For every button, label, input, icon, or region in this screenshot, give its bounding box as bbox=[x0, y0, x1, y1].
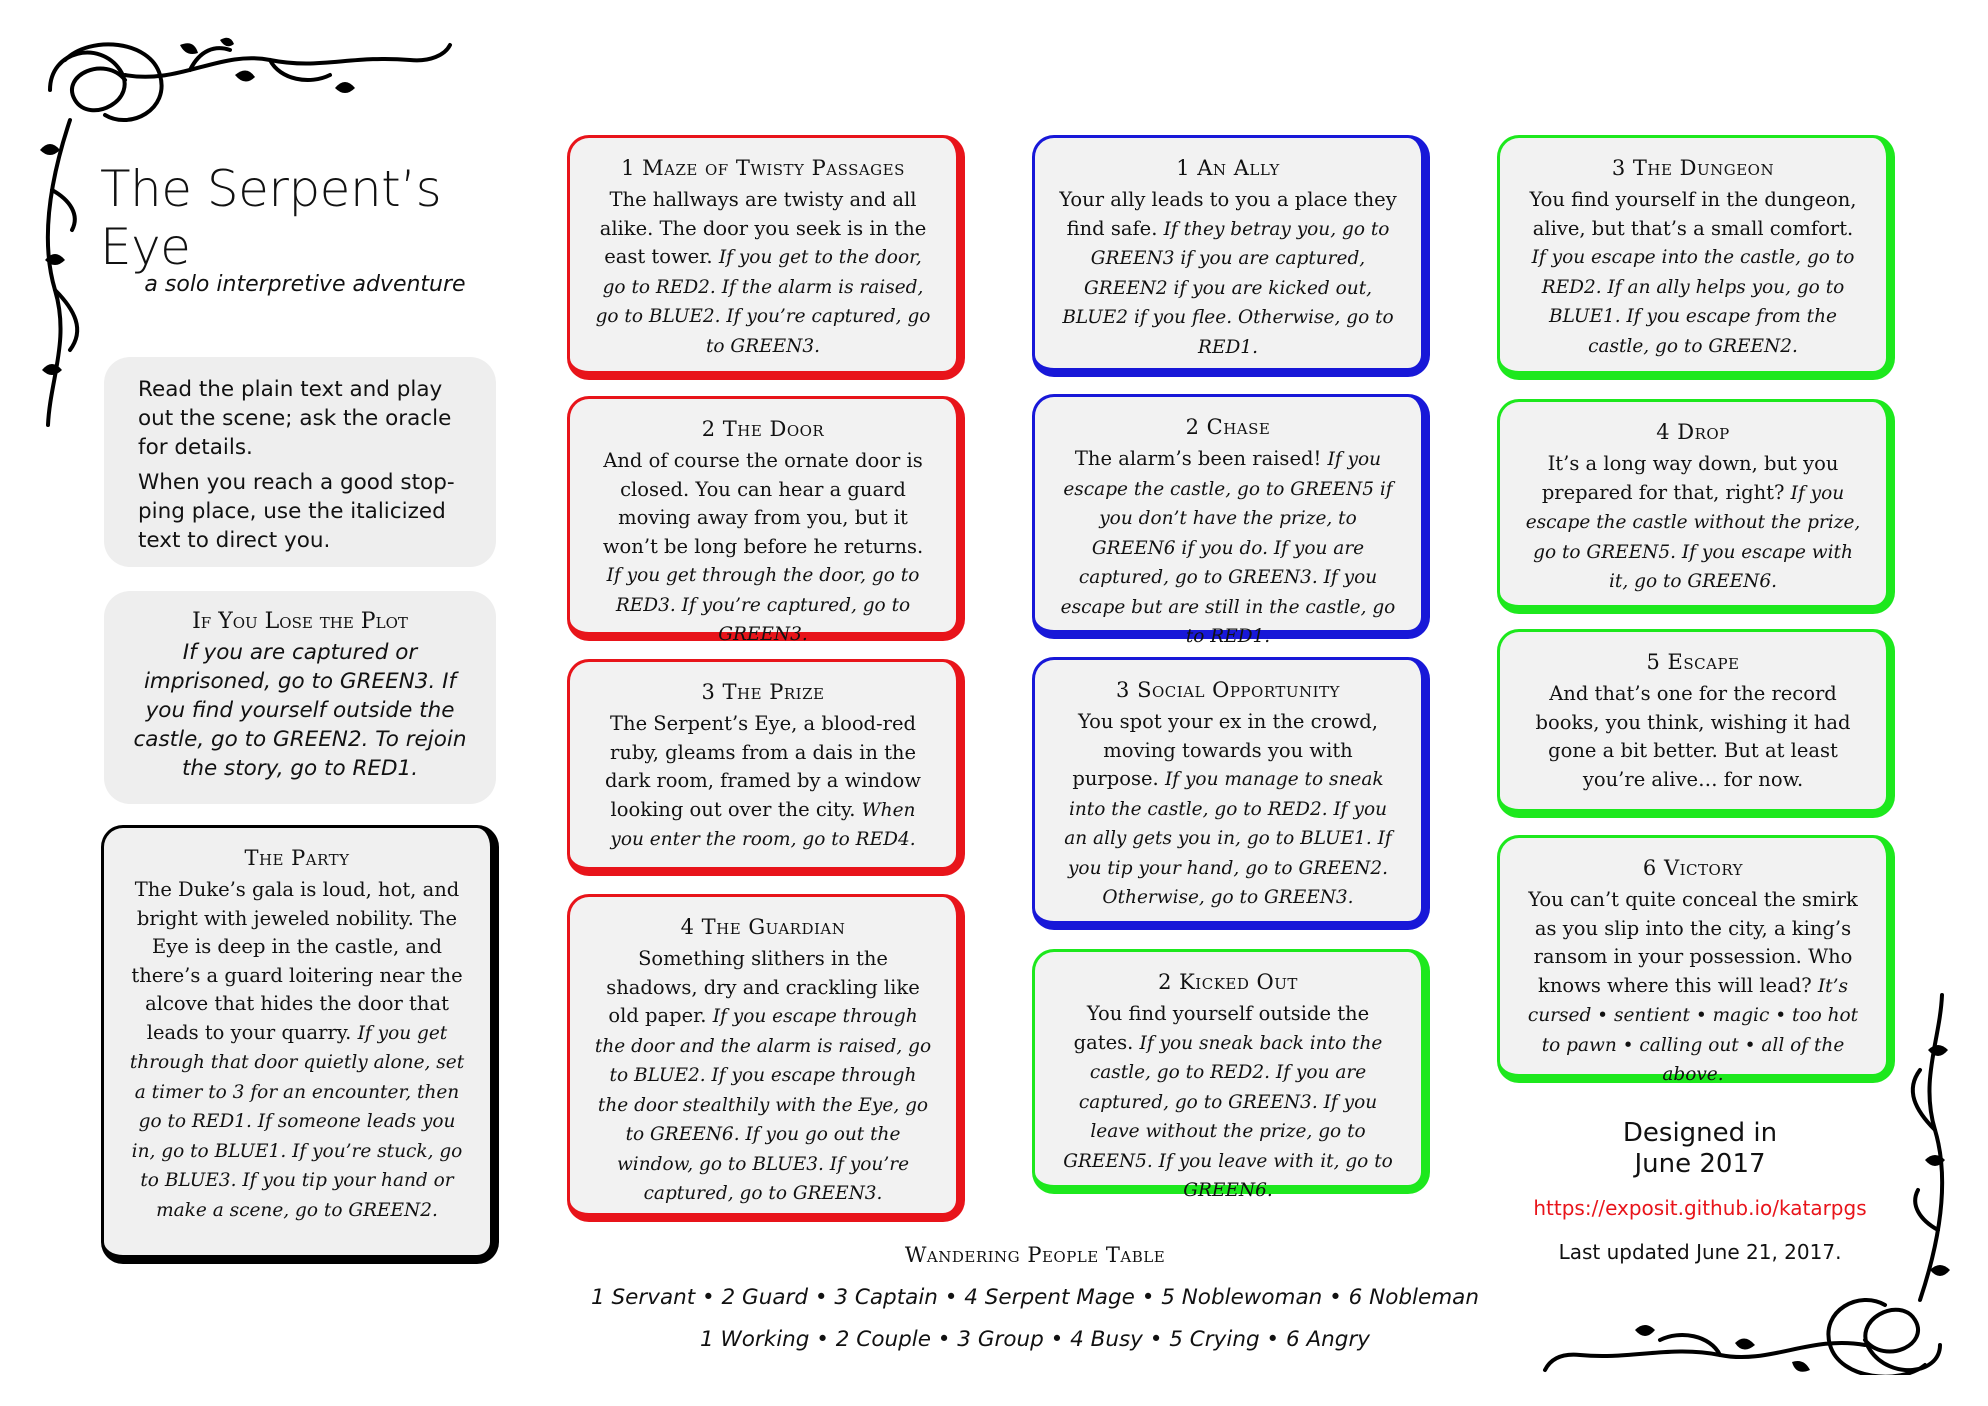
card-body bbox=[594, 186, 932, 361]
card-plain-text: And that’s one for the record books, you think, wishing it had gone a bit better. But at least you’re alive… for now. bbox=[1535, 682, 1851, 791]
card-title: 2 Chase bbox=[1185, 415, 1271, 439]
wandering-table-title: Wandering People Table bbox=[904, 1243, 1166, 1267]
card-green-2 bbox=[1032, 949, 1430, 1201]
card-title: The Party bbox=[244, 846, 350, 870]
card-body bbox=[1524, 186, 1862, 361]
card-italic-text: If they betray you, go to GREEN3 if you are captured, GREEN2 if you are kicked out, BLUE2 if you flee. Otherwise, go to RED1. bbox=[1062, 218, 1394, 358]
wandering-table-line: 1 Working • 2 Couple • 3 Group • 4 Busy • 5 Crying • 6 Angry bbox=[699, 1327, 1371, 1352]
designed-date bbox=[1500, 1118, 1900, 1180]
card-title: 2 The Door bbox=[701, 417, 825, 441]
card-plain-text: The alarm’s been raised! bbox=[1074, 447, 1322, 470]
card-plain-text: You can’t quite conceal the smirk as you slip into the city, a king’s ransom in your possession. Who knows where this will lead? bbox=[1528, 888, 1858, 997]
card-italic-text: If you escape through the door and the alarm is raised, go to BLUE2. If you escape through the door stealthily with the Eye, go to GREEN6. If you go out the window, go to BLUE3. If you’re captured, go to GREEN3. bbox=[594, 1006, 932, 1204]
card-body bbox=[1059, 186, 1397, 362]
card-italic-text: If you escape the castle without the prize, go to GREEN5. If you escape with it, go to GREEN6. bbox=[1525, 482, 1861, 592]
card-plain-text: You find yourself in the dungeon, alive, but that’s a small comfort. bbox=[1529, 188, 1857, 240]
card-body bbox=[1059, 1000, 1397, 1206]
card-red-1 bbox=[567, 135, 965, 380]
card-italic-text: If you sneak back into the castle, go to RED2. If you are captured, go to GREEN3. If you leave without the prize, go to GREEN5. If you leave with it, go to GREEN6. bbox=[1063, 1032, 1393, 1201]
card-title: 3 The Prize bbox=[701, 680, 825, 704]
card-plain-text: And of course the ornate door is closed. You can hear a guard moving away from you, but it won’t be long before he returns. bbox=[602, 449, 924, 558]
lose-plot-box bbox=[104, 591, 496, 804]
card-italic-text: If you get through the door, go to RED3. If you’re captured, go to GREEN3. bbox=[606, 565, 920, 645]
intro-box bbox=[104, 357, 496, 567]
card-title: 3 The Dungeon bbox=[1611, 156, 1775, 180]
card-blue-1 bbox=[1032, 135, 1430, 377]
card-title: 2 Kicked Out bbox=[1158, 970, 1298, 994]
card-italic-text: If you get through that door quietly alone, set a timer to 3 for an encounter, then go to RED1. If someone leads you in, go to BLUE1. If you’re stuck, go to BLUE3. If you tip your hand or make a scene, go to GREEN2. bbox=[129, 1022, 465, 1221]
card-red-4 bbox=[567, 894, 965, 1222]
wandering-table-line: 1 Servant • 2 Guard • 3 Captain • 4 Serpent Mage • 5 Noblewoman • 6 Nobleman bbox=[591, 1285, 1479, 1310]
card-plain-text: Your ally leads to you a place they find safe. bbox=[1059, 188, 1397, 240]
card-body bbox=[594, 945, 932, 1209]
card-body bbox=[594, 710, 932, 855]
page-subtitle: a solo interpretive adventure bbox=[144, 272, 466, 297]
card-italic-text: If you escape the castle, go to GREEN5 if you don’t have the prize, to GREEN6 if you do. If you are captured, go to GREEN3. If you escape but are still in the castle, go to RED1. bbox=[1060, 449, 1396, 647]
card-body bbox=[1059, 445, 1397, 652]
card-party bbox=[101, 825, 499, 1264]
card-title: 1 Maze of Twisty Passages bbox=[621, 156, 905, 180]
card-title: 3 Social Opportunity bbox=[1116, 678, 1340, 702]
card-title: 4 Drop bbox=[1656, 420, 1730, 444]
card-italic-text: It’s cursed • sentient • magic • too hot to pawn • calling out • all of the above. bbox=[1527, 975, 1859, 1085]
card-plain-text: You spot your ex in the crowd, moving towards you with purpose. bbox=[1072, 710, 1378, 790]
card-italic-text: If you get to the door, go to RED2. If the alarm is raised, go to BLUE2. If you’re captured, go to GREEN3. bbox=[595, 247, 931, 357]
card-title: 4 The Guardian bbox=[680, 915, 846, 939]
card-body bbox=[1059, 708, 1397, 913]
designed-label: Designed in bbox=[1622, 1118, 1778, 1148]
page-title: The Serpent’s Eye bbox=[100, 160, 442, 276]
card-blue-3 bbox=[1032, 657, 1430, 930]
card-green-3 bbox=[1497, 135, 1895, 380]
card-title: 1 An Ally bbox=[1176, 156, 1280, 180]
card-body bbox=[124, 876, 470, 1225]
card-green-5 bbox=[1497, 629, 1895, 818]
card-body bbox=[1524, 680, 1862, 794]
card-body bbox=[1524, 450, 1862, 597]
card-title: 6 Victory bbox=[1642, 856, 1744, 880]
card-italic-text: If you escape into the castle, go to RED2. If an ally helps you, go to BLUE1. If you escape from the castle, go to GREEN2. bbox=[1531, 247, 1855, 357]
intro-text: Read the plain text and play out the scene; ask the oracle for details. bbox=[138, 377, 452, 460]
card-italic-text: If you manage to sneak into the castle, go to RED2. If you an ally gets you in, go to BLUE1. If you tip your hand, go to GREEN2. Otherwise, go to GREEN3. bbox=[1064, 769, 1392, 908]
card-green-6 bbox=[1497, 835, 1895, 1083]
card-green-4 bbox=[1497, 399, 1895, 614]
card-body bbox=[594, 447, 932, 650]
lose-plot-title: If You Lose the Plot bbox=[192, 609, 408, 634]
card-red-3 bbox=[567, 659, 965, 876]
card-red-2 bbox=[567, 396, 965, 645]
card-plain-text: The Duke’s gala is loud, hot, and bright with jeweled nobility. The Eye is deep in the castle, and there’s a guard loitering near the alcove that hides the door that leads to your quarry. bbox=[131, 878, 463, 1044]
last-updated: Last updated June 21, 2017. bbox=[1558, 1240, 1842, 1264]
designed-month: June 2017 bbox=[1634, 1149, 1766, 1179]
card-title: 5 Escape bbox=[1646, 650, 1740, 674]
card-plain-text: It’s a long way down, but you prepared for that, right? bbox=[1541, 452, 1839, 504]
card-italic-text: When you enter the room, go to RED4. bbox=[610, 799, 916, 850]
card-plain-text: The Serpent’s Eye, a blood-red ruby, gleams from a dais in the dark room, framed by a window looking out over the city. bbox=[605, 712, 921, 821]
lose-plot-text: If you are captured or imprisoned, go to GREEN3. If you find yourself outside the castle, go to GREEN2. To rejoin the story, go to RED1. bbox=[133, 640, 467, 781]
card-plain-text: You find yourself outside the gates. bbox=[1073, 1002, 1370, 1054]
website-link[interactable]: https://exposit.github.io/katarpgs bbox=[1533, 1196, 1867, 1220]
card-plain-text: Something slithers in the shadows, dry and crackling like old paper. bbox=[606, 947, 920, 1027]
card-body bbox=[1524, 886, 1862, 1090]
card-plain-text: The hallways are twisty and all alike. The door you seek is in the east tower. bbox=[599, 188, 927, 268]
intro-text: When you reach a good stop-ping place, use the italicized text to direct you. bbox=[138, 470, 455, 553]
card-blue-2 bbox=[1032, 394, 1430, 647]
